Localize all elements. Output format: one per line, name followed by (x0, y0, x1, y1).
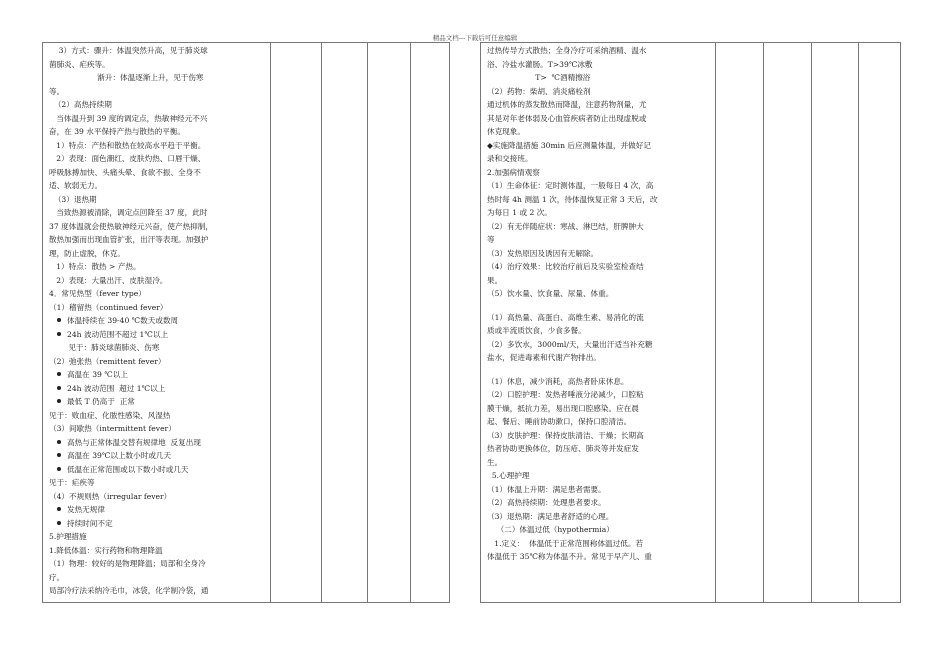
text-line: 5.护理措施 (49, 532, 87, 541)
text-line: （3）退热期 (49, 194, 97, 204)
bullet-item: 高温在 39℃以上数小时或几天 (49, 449, 265, 463)
bullet-item: 最低 T 仍高于 正常 (49, 395, 265, 409)
text-line: 3）方式：骤升：体温突然升高，见于肺炎球 (49, 46, 208, 55)
text-line: 生。 (487, 457, 503, 467)
left-empty-cell-2 (322, 43, 368, 603)
bullet-item: 24h 波动范围 超过 1℃以上 (49, 382, 265, 396)
text-line: 菌肺炎、疟疾等。 (49, 59, 110, 69)
left-empty-cell-1 (271, 43, 322, 603)
bullet-item: 持续时间不定 (49, 517, 265, 531)
right-empty-cell-2 (764, 43, 812, 603)
text-line: ◆实施降温措施 30min 后应测量体温，并做好记 (487, 140, 651, 150)
text-line: （二）体温过低（hypothermia） (487, 525, 614, 534)
text-line: 见于：肺炎球菌肺炎、伤寒 (49, 343, 160, 352)
text-line: 2.加强病情观察 (487, 167, 540, 177)
text-line: （2）多饮水，3000ml/天，大量出汗适当补充糖 (487, 339, 653, 349)
bullet-item: 发热无规律 (49, 503, 265, 517)
text-line: 散热加强而出现血管扩张，出汗等表现。加强护 (49, 235, 209, 244)
text-line: （1）休息，减少消耗，高热者卧床休息。 (487, 376, 629, 386)
right-empty-cell-1 (716, 43, 764, 603)
text-line: （1）体温上升期：满足患者需要。 (487, 484, 606, 494)
text-line: 1.定义： 体温低于正常范围称体温过低。若 (487, 538, 644, 548)
text-line: 过热传导方式散热；全身冷疗可采纳酒精、温水 (487, 46, 647, 55)
text-line: （2）有无伴随症状：寒战、淋巴结，肝脾肿大 (487, 221, 644, 231)
text-line: （2）弛张热（remittent fever） (49, 356, 166, 366)
text-line: 等 (487, 235, 495, 244)
right-content (481, 43, 715, 564)
right-table (480, 42, 901, 603)
bullet-item: 低温在正常范围或以下数小时或几天 (49, 463, 265, 477)
text-line: （1）高热量、高蛋白、高维生素、易消化的流 (487, 312, 644, 322)
text-line: T> ℃酒精擦浴 (487, 73, 591, 82)
text-line: 2）表现：大量出汗、皮肤湿冷。 (49, 275, 168, 285)
text-line: 37 度体温就会使热敏神经元兴奋，使产热抑制， (49, 221, 213, 231)
text-line: 1）特点：散热 > 产热。 (49, 262, 141, 271)
text-line: 果。 (487, 275, 503, 285)
text-line: 录和交接班。 (487, 154, 533, 163)
text-line: 理，防止虚脱，休克。 (49, 248, 125, 258)
text-line: 休克现象。 (487, 127, 525, 136)
right-empty-cell-3 (812, 43, 859, 603)
blank-line (487, 301, 710, 311)
text-line: （4）治疗效果：比较治疗前后及实验室检查结 (487, 262, 644, 271)
text-line: 膜干燥，抵抗力差，易出现口腔感染。应在晨 (487, 403, 639, 413)
text-line: 等。 (49, 86, 65, 96)
bullet-item: 体温持续在 39-40 ℃数天或数周 (49, 314, 265, 328)
text-line: 其是对年老体弱及心血管疾病者防止出现虚脱或 (487, 113, 647, 123)
text-line: 4．常见热型（fever type） (49, 289, 146, 298)
text-line: 5.心理护理 (487, 471, 530, 480)
text-line: 适、软弱无力。 (49, 181, 103, 190)
text-line: 热者协助更换体位，防压疮、肺炎等并发症发 (487, 444, 639, 453)
text-line: 渐升：体温逐渐上升，见于伤寒 (49, 73, 204, 82)
text-line: 奋，在 39 水平保持产热与散热的平衡。 (49, 127, 185, 136)
left-content (43, 43, 270, 598)
left-table (42, 42, 450, 603)
right-empty-cell-4 (859, 43, 901, 603)
bullet-item: 高温在 39 ℃以上 (49, 368, 265, 382)
left-empty-cell-3 (368, 43, 411, 603)
bullet-item: 24h 波动范围不超过 1℃以上 (49, 328, 265, 342)
text-line: （2）高热持续期 (49, 100, 112, 109)
text-line: （3）发热原因及诱因有无解除。 (487, 248, 599, 258)
text-line: 呼吸脉搏加快、头痛头晕、食欲不振、全身不 (49, 167, 201, 177)
text-line: 通过机体的蒸发散热而降温，注意药物剂量，尤 (487, 100, 647, 109)
text-line: 1.降低体温：实行药物和物理降温 (49, 545, 163, 555)
text-line: 当体温升到 39 度的调定点，热敏神经元不兴 (49, 113, 208, 123)
text-line: （3）退热期：满足患者舒适的心理。 (487, 511, 614, 521)
text-line: （3）间歇热（intermittent fever） (49, 424, 176, 433)
left-empty-cell-4 (411, 43, 450, 603)
text-line: （3）皮肤护理：保持皮肤清洁、干燥；长期高 (487, 430, 644, 440)
text-line: （2）高热持续期：处理患者要求。 (487, 498, 606, 507)
text-line: 质或半流质饮食，少食多餐。 (487, 326, 586, 335)
text-line: （1）稽留热（continued fever） (49, 302, 168, 312)
page-header: 精品文档---下载后可任意编辑 (432, 34, 518, 42)
bullet-item: 高热与正常体温交替有规律地 反复出现 (49, 436, 265, 450)
text-line: （2）口腔护理：发热者唾液分泌减少，口腔粘 (487, 390, 644, 399)
text-line: 局部冷疗法采纳冷毛巾，冰袋，化学制冷袋，通 (49, 586, 209, 595)
text-line: （1）生命体征：定时测体温，一般每日 4 次，高 (487, 181, 654, 190)
text-line: （4）不规则热（irregular fever） (49, 491, 172, 501)
text-line: （2）药物：柴胡、消炎痛栓剂 (487, 86, 591, 96)
blank-line (487, 365, 710, 375)
text-line: （5）饮水量、饮食量、尿量、体重。 (487, 289, 614, 298)
text-line: 盐水，促进毒素和代谢产物排出。 (487, 353, 601, 362)
text-line: 体温低于 35℃称为体温不升。常见于早产儿、重 (487, 552, 652, 561)
right-content-cell (481, 43, 716, 603)
text-line: 2）表现：面色潮红、皮肤灼热、口唇干燥、 (49, 154, 206, 163)
text-line: 见于：败血症、化脓性感染、风湿热 (49, 410, 171, 420)
text-line: 浴、冷盐水灌肠。T>39℃冰敷 (487, 59, 593, 69)
text-line: 热时每 4h 测温 1 次，待体温恢复正常 3 天后，改 (487, 194, 658, 204)
text-line: 为每日 1 或 2 次。 (487, 208, 552, 217)
text-line: 起、餐后、睡前协助漱口，保持口腔清洁。 (487, 417, 632, 426)
text-line: 当致热源被清除，调定点回降至 37 度，此时 (49, 208, 208, 217)
text-line: 1）特点：产热和散热在较高水平趋于平衡。 (49, 140, 206, 150)
text-line: （1）物理：较好的是物理降温；局部和全身冷 (49, 559, 206, 568)
left-content-cell (43, 43, 271, 603)
text-line: 疗。 (49, 572, 65, 582)
text-line: 见于：疟疾等 (49, 478, 95, 487)
